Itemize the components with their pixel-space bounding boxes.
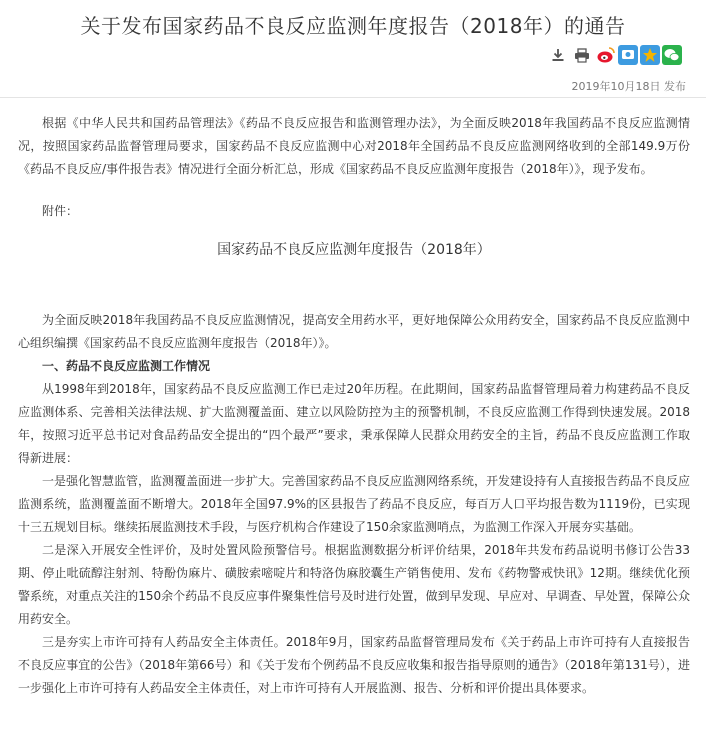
section-paragraph: 一是强化智慧监管，监测覆盖面进一步扩大。完善国家药品不良反应监测网络系统，开发建设持有人直接报告药品不良反应监测系统，监测覆盖面不断增大。2018年全国97.9%的区县报告了药品不良反应，每百万人口平均报告数为1119份，已实现十三五规划目标。继续拓展监测技术手段，与医疗机构合作建设了150余家监测哨点，为监测工作深入开展夯实基础。: [18, 474, 691, 534]
wechat-share-icon[interactable]: [662, 45, 682, 65]
page-title: 关于发布国家药品不良反应监测年度报告（2018年）的通告: [80, 14, 626, 38]
article-body: [18, 112, 690, 700]
section-paragraph: 三是夯实上市许可持有人药品安全主体责任。2018年9月，国家药品监督管理局发布《关于药品上市许可持有人直接报告不良反应事宜的公告》（2018年第66号）和《关于发布个例药品不良反应收集和报告指导原则的通告》（2018年第131号），进一步强化上市许可持有人药品安全主体责任，对上市许可持有人开展监测、报告、分析和评价提出具体要求。: [18, 635, 690, 695]
report-title: 国家药品不良反应监测年度报告（2018年）: [217, 242, 491, 258]
qq-share-icon[interactable]: [618, 45, 638, 65]
attachment-label: 附件：: [42, 204, 79, 218]
report-intro-paragraph: 为全面反映2018年我国药品不良反应监测情况，提高安全用药水平，更好地保障公众用药安全，国家药品不良反应监测中心组织编撰《国家药品不良反应监测年度报告（2018年）》。: [18, 313, 690, 350]
header-divider: [0, 97, 706, 98]
section-heading: 一、药品不良反应监测工作情况: [42, 359, 211, 373]
section-paragraph: 从1998年到2018年，国家药品不良反应监测工作已走过20年历程。在此期间，国家药品监督管理局着力构建药品不良反应监测体系、完善相关法律法规、扩大监测覆盖面、建立以风险防控为主的预警机制，不良反应监测工作得到快速发展。2018年，按照习近平总书记对食品药品安全提出的“四个最严”要求，秉承保障人民群众用药安全的主旨，药品不良反应监测工作取得新进展：: [18, 382, 690, 465]
article-toolbar: [548, 44, 684, 66]
weibo-share-icon[interactable]: [596, 45, 616, 65]
publish-date: 2019年10月18日 发布: [571, 80, 686, 93]
section-paragraph: 二是深入开展安全性评价，及时处置风险预警信号。根据监测数据分析评价结果，2018年共发布药品说明书修订公告33期、停止吡硫醇注射剂、特酚伪麻片、磺胺索嘧啶片和特洛伪麻胶囊生产销售使用、发布《药物警戒快讯》12期。继续优化预警系统，对重点关注的150余个药品不良反应事件聚集性信号及时进行处置，做到早发现、早应对、早调查、早处置，保障公众用药安全。: [18, 543, 690, 626]
print-icon[interactable]: [572, 45, 592, 65]
qzone-share-icon[interactable]: [640, 45, 660, 65]
download-icon[interactable]: [548, 45, 568, 65]
intro-paragraph: 根据《中华人民共和国药品管理法》《药品不良反应报告和监测管理办法》，为全面反映2018年我国药品不良反应监测情况，按照国家药品监督管理局要求，国家药品不良反应监测中心对2018年全国药品不良反应监测网络收到的全部149.9万份《药品不良反应/事件报告表》情况进行全面分析汇总，形成《国家药品不良反应监测年度报告（2018年）》，现予发布。: [18, 116, 690, 176]
